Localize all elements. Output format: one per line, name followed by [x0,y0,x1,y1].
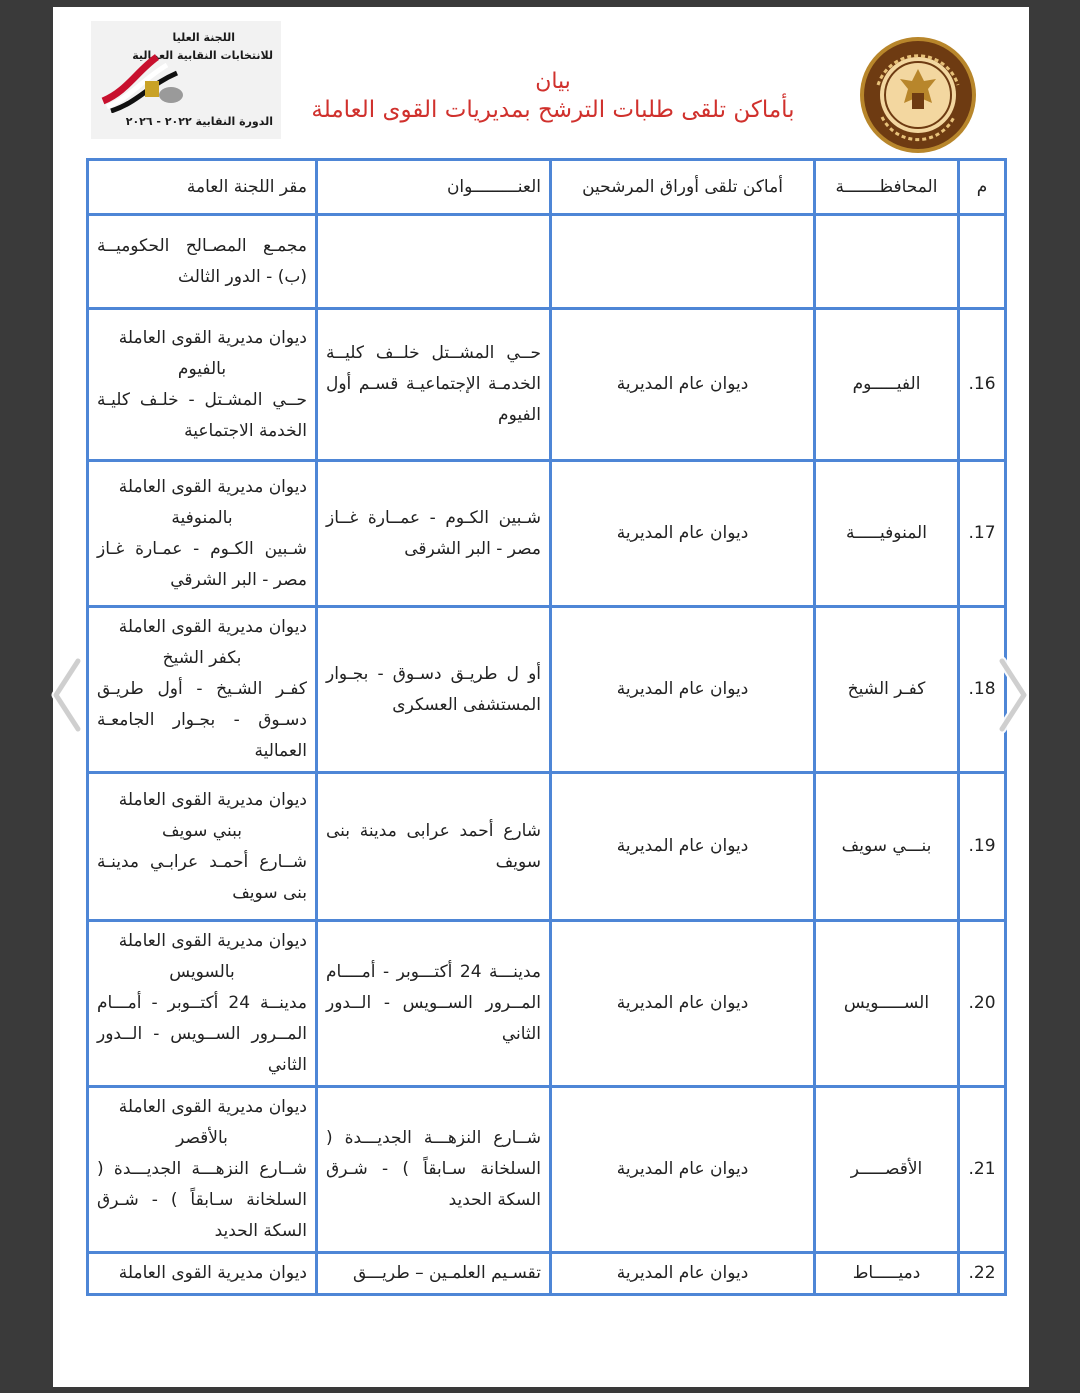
row-address: شارع أحمد عرابى مدينة بنى سويف [317,773,551,921]
row-governorate: بنـــي سويف [815,773,959,921]
row-num: 17. [959,461,1006,607]
header-num: م [959,160,1006,215]
table-row [88,1087,1006,1253]
ministry-seal-icon [858,35,978,155]
hq-cell: مجمـع المصـالح الحكوميــة (ب) - الدور الثالث [88,215,317,309]
row-address: شـبين الكـوم - عمــارة غــاز مصر - البر الشرقى [317,461,551,607]
row-address: مدينـــة 24 أكتـــوبر - أمــــام المــرور الســويس - الــدور الثاني [317,921,551,1087]
header-hq: مقر اللجنة العامة [88,160,317,215]
candidates-locations-table [86,158,1007,1296]
row-governorate: كفـر الشيخ [815,607,959,773]
elections-committee-logo: اللجنة العليا للانتخابات النقابية العمالية الدورة النقابية ٢٠٢٢ - ٢٠٢٦ [91,21,281,139]
table-row [88,773,1006,921]
table-row [88,461,1006,607]
row-hq: ديوان مديرية القوى العاملة بالمنوفية شـبين الكـوم - عمـارة غـاز مصر - البر الشرقي [88,461,317,607]
title-line-1: بيان [535,69,571,94]
row-hq: ديوان مديرية القوى العاملة بكفر الشيخ كفـر الشـيخ - أول طريـق دسـوق - بجـوار الجامعـة العمالية [88,607,317,773]
row-hq: ديوان مديرية القوى العاملة بالسويس مدينــة 24 أكتــوبر - أمـــام المــرور الســويس - الــدور الثاني [88,921,317,1087]
row-hq: ديوان مديرية القوى العاملة بالأقصر شــارع النزهـــة الجديـــدة ( السلخانة سـابقاً ) - شـرق السكة الحديد [88,1087,317,1253]
row-governorate: المنوفيـــــة [815,461,959,607]
row-governorate: الســـــويس [815,921,959,1087]
row-num: 21. [959,1087,1006,1253]
row-num: 20. [959,921,1006,1087]
row-place: ديوان عام المديرية [551,773,815,921]
flag-swoosh-icon [97,51,187,113]
table-row [88,921,1006,1087]
row-hq: ديوان مديرية القوى العاملة ببني سويف شــارع أحمـد عرابـي مدينـة بنى سويف [88,773,317,921]
document-title [293,69,813,125]
row-governorate: دميـــــاط [815,1253,959,1295]
row-address: أو ل طريـق دسـوق - بجـوار المستشفى العسكرى [317,607,551,773]
table-header-row [88,160,1006,215]
row-num: 22. [959,1253,1006,1295]
row-place: ديوان عام المديرية [551,309,815,461]
row-place: ديوان عام المديرية [551,1253,815,1295]
chevron-right-icon[interactable] [996,655,1032,735]
document-page [53,7,1029,1387]
header-governorate: المحافظـــــــة [815,160,959,215]
row-place: ديوان عام المديرية [551,921,815,1087]
document-header [53,7,1029,157]
title-line-2: بأماكن تلقى طلبات الترشح بمديريات القوى العاملة [311,97,795,123]
row-hq: ديوان مديرية القوى العاملة [88,1253,317,1295]
row-place: ديوان عام المديرية [551,461,815,607]
row-num: 18. [959,607,1006,773]
table-row [88,1253,1006,1295]
row-address: حــي المشــتل خلــف كليــة الخدمـة الإجتماعيـة قسـم أول الفيوم [317,309,551,461]
row-hq: ديوان مديرية القوى العاملة بالفيوم حــي المشـتل - خلـف كليـة الخدمة الاجتماعية [88,309,317,461]
table-row [88,309,1006,461]
row-governorate: الأقصـــــر [815,1087,959,1253]
row-num: 19. [959,773,1006,921]
row-place: ديوان عام المديرية [551,607,815,773]
row-governorate: الفيـــــوم [815,309,959,461]
header-place: أماكن تلقى أوراق المرشحين [551,160,815,215]
row-num: 16. [959,309,1006,461]
table-row-continuation [88,215,1006,309]
row-address: شــارع النزهـــة الجديـــدة ( السلخانة سـابقاً ) - شـرق السكة الحديد [317,1087,551,1253]
header-address: العنـــــــــوان [317,160,551,215]
row-address: تقسـيم العلمـين – طريـــق [317,1253,551,1295]
chevron-left-icon[interactable] [48,655,84,735]
table-row [88,607,1006,773]
row-place: ديوان عام المديرية [551,1087,815,1253]
